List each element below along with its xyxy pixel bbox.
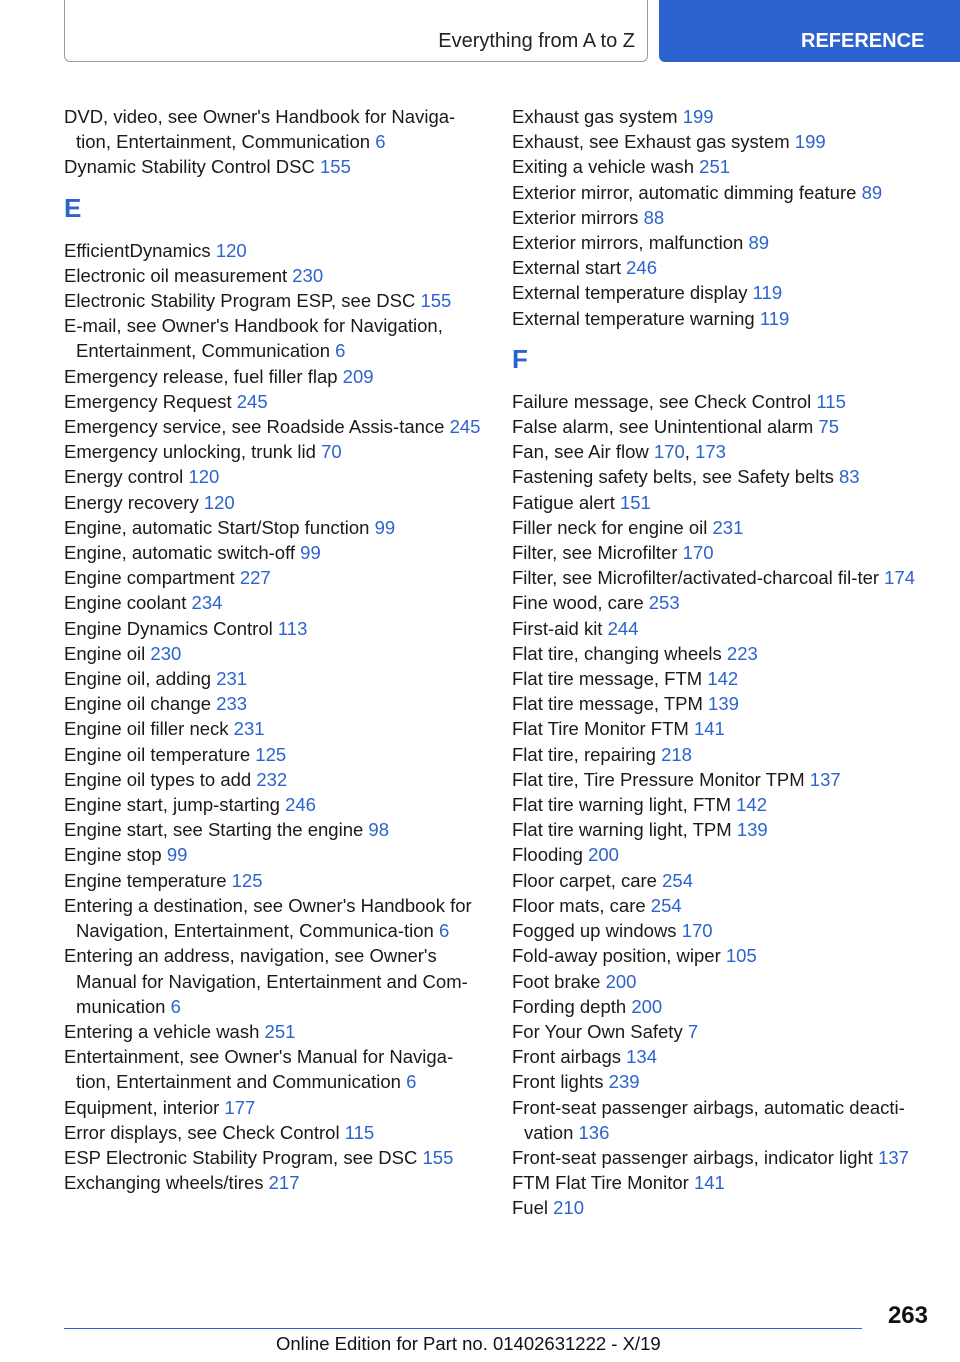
index-entry xyxy=(512,1145,932,1170)
index-entry xyxy=(64,716,484,741)
index-entry xyxy=(512,868,932,893)
page-reference-link[interactable]: 254 xyxy=(662,869,693,891)
page-reference-link[interactable]: 120 xyxy=(203,491,235,513)
index-entry-term: Filter, see Microfilter xyxy=(512,542,678,564)
page-reference-link[interactable]: 70 xyxy=(321,441,342,463)
index-column-right xyxy=(512,104,932,1221)
index-entry xyxy=(512,994,932,1019)
page-reference-link[interactable]: 232 xyxy=(256,768,288,790)
index-entry-term: Front airbags xyxy=(512,1046,621,1068)
index-entry-term: Electronic oil measurement xyxy=(64,264,288,286)
page-reference-link[interactable]: 170 xyxy=(653,441,685,463)
page-reference-link[interactable]: 170 xyxy=(682,542,714,564)
index-entry xyxy=(512,893,932,918)
page-reference-link[interactable]: 88 xyxy=(643,206,665,228)
index-entry xyxy=(64,893,484,943)
index-entry-term: Fastening safety belts, see Safety belts xyxy=(512,466,834,488)
page-reference-link[interactable]: 217 xyxy=(268,1172,300,1194)
index-entry-term: Fording depth xyxy=(512,995,627,1017)
index-entry-term: Engine oil temperature xyxy=(64,743,251,765)
index-entry-term: Exhaust gas system xyxy=(512,106,678,127)
index-entry xyxy=(512,842,932,867)
index-entry-term: Engine coolant xyxy=(64,592,187,614)
index-entry xyxy=(512,792,932,817)
index-entry xyxy=(64,439,484,464)
page-reference-link[interactable]: 200 xyxy=(631,995,663,1017)
page-reference-link[interactable]: 155 xyxy=(422,1146,454,1168)
index-entry-term: Filter, see Microfilter/activated-charcoal fil‐ter xyxy=(512,567,880,589)
index-entry xyxy=(64,817,484,842)
index-entry-term: Exiting a vehicle wash xyxy=(512,156,695,178)
index-entry xyxy=(512,306,932,331)
page-reference-link[interactable]: 6 xyxy=(438,920,450,942)
index-entry xyxy=(512,1069,932,1094)
page-reference-link[interactable]: 99 xyxy=(166,844,188,866)
index-entry xyxy=(512,565,932,590)
index-entry-term: Flat tire warning light, FTM xyxy=(512,794,731,816)
index-entry xyxy=(64,238,484,263)
page-reference-link[interactable]: 6 xyxy=(335,340,346,362)
index-entry-term: Filler neck for engine oil xyxy=(512,516,708,538)
index-entry xyxy=(512,490,932,515)
index-entry xyxy=(512,540,932,565)
index-entry-term: False alarm, see Unintentional alarm xyxy=(512,416,814,438)
page-reference-link[interactable]: 253 xyxy=(648,592,680,614)
page-reference-link[interactable]: 119 xyxy=(759,307,790,329)
index-section-letter: F xyxy=(512,343,528,374)
page-reference-link[interactable]: 139 xyxy=(736,819,768,841)
page-reference-link[interactable]: 227 xyxy=(239,567,271,589)
index-entry-term: Engine oil filler neck xyxy=(64,718,229,740)
page-reference-link[interactable]: 115 xyxy=(344,1121,375,1143)
page-reference-link[interactable]: 230 xyxy=(150,642,182,664)
index-entry xyxy=(64,691,484,716)
header-reference-tab: REFERENCE xyxy=(659,0,960,62)
page-reference-link[interactable]: 234 xyxy=(191,592,223,614)
page-reference-link[interactable]: 125 xyxy=(231,869,263,891)
index-entry-term: Entertainment, see Owner's Manual for Naviga‐tion, Entertainment and Communication xyxy=(64,1046,454,1093)
index-entry-term: Engine oil, adding xyxy=(64,668,212,690)
page-reference-link[interactable]: 141 xyxy=(693,1172,725,1194)
page-reference-link[interactable]: 89 xyxy=(861,181,883,203)
page-reference-link[interactable]: 251 xyxy=(264,1020,296,1042)
index-entry xyxy=(64,1044,484,1094)
index-entry-term: Engine stop xyxy=(64,844,162,866)
index-entry xyxy=(512,129,932,154)
index-entry-term: Engine oil change xyxy=(64,693,212,715)
index-entry xyxy=(512,666,932,691)
page-reference-link[interactable]: 245 xyxy=(449,416,481,438)
index-entry-term: External temperature display xyxy=(512,282,748,304)
index-entry-term: Fogged up windows xyxy=(512,920,677,942)
index-entry-term: Dynamic Stability Control DSC xyxy=(64,156,315,178)
page-reference-link[interactable]: 199 xyxy=(682,106,714,127)
index-entry xyxy=(512,1044,932,1069)
index-entry xyxy=(512,918,932,943)
header-section-box xyxy=(64,0,648,62)
index-entry-term: Exhaust, see Exhaust gas system xyxy=(512,131,790,153)
index-entry-term: Emergency unlocking, trunk lid xyxy=(64,441,316,463)
index-entry xyxy=(512,817,932,842)
index-entry xyxy=(64,1019,484,1044)
index-entry-term: Failure message, see Check Control xyxy=(512,390,812,412)
index-entry xyxy=(512,1195,932,1220)
index-entry xyxy=(512,716,932,741)
index-entry-term: Exchanging wheels/tires xyxy=(64,1172,264,1194)
page-reference-link[interactable]: 120 xyxy=(188,466,220,488)
index-entry xyxy=(64,792,484,817)
index-entry xyxy=(64,868,484,893)
index-entry xyxy=(64,842,484,867)
page-reference-link[interactable]: 151 xyxy=(619,491,651,513)
index-entry-term: Engine, automatic switch-off xyxy=(64,542,296,564)
index-entry-term: First-aid kit xyxy=(512,617,603,639)
page-reference-link[interactable]: 173 xyxy=(695,441,726,463)
index-entry-term: Engine, automatic Start/Stop function xyxy=(64,516,370,538)
index-entry-term: Exterior mirrors, malfunction xyxy=(512,232,744,254)
index-section-letter: E xyxy=(64,192,82,223)
index-entry xyxy=(512,389,932,414)
index-entry-term: Front lights xyxy=(512,1071,604,1093)
index-entry xyxy=(64,414,484,439)
index-entry-term: Foot brake xyxy=(512,970,601,992)
index-entry-term: External start xyxy=(512,257,621,279)
index-entry-term: Engine oil xyxy=(64,642,146,664)
index-entry-term: ESP Electronic Stability Program, see DSC xyxy=(64,1146,418,1168)
index-entry xyxy=(512,104,932,129)
page-number: 263 xyxy=(887,1302,928,1329)
page-reference-link[interactable]: 83 xyxy=(839,466,860,488)
page-reference-link[interactable]: 244 xyxy=(607,617,639,639)
index-entry-term: Flat tire warning light, TPM xyxy=(512,819,732,841)
page-reference-link[interactable]: 245 xyxy=(236,390,268,412)
index-entry xyxy=(64,641,484,666)
index-entry-term: External temperature warning xyxy=(512,307,755,329)
index-entry-term: Flat Tire Monitor FTM xyxy=(512,718,689,740)
index-entry-term: Exterior mirrors xyxy=(512,206,639,228)
index-entry xyxy=(64,565,484,590)
index-entry xyxy=(64,1095,484,1120)
page-reference-link[interactable]: 139 xyxy=(708,693,739,715)
page-reference-link[interactable]: 134 xyxy=(626,1046,658,1068)
footer-edition-text: Online Edition for Part no. 01402631222 - X/19 xyxy=(276,1333,661,1354)
page-reference-link[interactable]: 254 xyxy=(650,894,682,916)
page-reference-link[interactable]: 6 xyxy=(170,995,181,1017)
index-entry xyxy=(512,691,932,716)
header-section-title: Everything from A to Z xyxy=(438,30,635,52)
page-reference-link[interactable]: 177 xyxy=(224,1096,256,1118)
index-entry xyxy=(512,255,932,280)
index-entry xyxy=(64,943,484,1019)
page-reference-link[interactable]: 200 xyxy=(605,970,637,992)
index-entry xyxy=(512,742,932,767)
index-entry xyxy=(64,154,484,179)
index-entry-term: Fine wood, care xyxy=(512,592,644,614)
index-entry-term: Fatigue alert xyxy=(512,491,615,513)
index-entry xyxy=(64,389,484,414)
index-entry-term: Engine start, see Starting the engine xyxy=(64,819,364,841)
page-reference-link[interactable]: 75 xyxy=(818,416,839,438)
page-reference-link[interactable]: 218 xyxy=(661,743,692,765)
index-entry-term: EfficientDynamics xyxy=(64,239,211,261)
index-entry xyxy=(512,969,932,994)
index-entry xyxy=(512,280,932,305)
index-entry-term: Energy recovery xyxy=(64,491,199,513)
index-entry-term: Floor carpet, care xyxy=(512,869,657,891)
page-reference-link[interactable]: 246 xyxy=(285,794,316,816)
page-reference-link[interactable]: 246 xyxy=(626,257,658,279)
page-reference-link[interactable]: 137 xyxy=(878,1146,909,1168)
index-entry-term: DVD, video, see Owner's Handbook for Naviga‐tion, Entertainment, Communication xyxy=(64,106,456,153)
page-reference-link[interactable]: 6 xyxy=(375,131,386,153)
index-entry-term: Flat tire, Tire Pressure Monitor TPM xyxy=(512,768,805,790)
page-reference-link[interactable]: 170 xyxy=(681,920,713,942)
footer-divider xyxy=(64,1328,862,1329)
index-entry xyxy=(512,154,932,179)
index-entry xyxy=(64,742,484,767)
page-reference-link[interactable]: 141 xyxy=(693,718,725,740)
index-entry-term: Flooding xyxy=(512,844,583,866)
page-reference-link[interactable]: 115 xyxy=(816,390,846,412)
index-entry xyxy=(64,515,484,540)
index-entry-term: Equipment, interior xyxy=(64,1096,220,1118)
index-entry xyxy=(64,1170,484,1195)
index-entry-term: Fan, see Air flow xyxy=(512,441,649,463)
page-reference-link[interactable]: 210 xyxy=(553,1197,585,1219)
page-reference-link[interactable]: 137 xyxy=(809,768,841,790)
page-reference-link[interactable]: 223 xyxy=(726,642,758,664)
index-entry-term: Energy control xyxy=(64,466,184,488)
index-entry xyxy=(512,590,932,615)
index-entry-term: Engine start, jump-starting xyxy=(64,794,280,816)
page-reference-link[interactable]: 6 xyxy=(406,1071,417,1093)
index-entry-term: Error displays, see Check Control xyxy=(64,1121,340,1143)
page-reference-link[interactable]: 174 xyxy=(884,567,916,589)
index-entry xyxy=(512,641,932,666)
index-entry: Fan, see Air flow 170, 173 xyxy=(512,441,726,463)
index-entry xyxy=(512,230,932,255)
index-entry xyxy=(64,364,484,389)
index-entry-term: Entering a destination, see Owner's Handbook for Navigation, Entertainment, Communica‐tion xyxy=(64,894,472,942)
page-reference-link[interactable]: 155 xyxy=(320,156,351,178)
index-entry-term: Engine oil types to add xyxy=(64,768,252,790)
index-entry xyxy=(512,414,932,439)
page-reference-link[interactable]: 89 xyxy=(748,232,770,254)
index-entry xyxy=(512,205,932,230)
index-entry-term: Entering an address, navigation, see Owner's Manual for Navigation, Entertainment and Com‐munication xyxy=(64,945,468,1017)
index-entry-term: Front-seat passenger airbags, indicator light xyxy=(512,1146,873,1168)
page-reference-link[interactable]: 230 xyxy=(292,264,324,286)
index-entry-term: Front-seat passenger airbags, automatic deacti‐vation xyxy=(512,1096,905,1143)
index-entry-term: Floor mats, care xyxy=(512,894,646,916)
index-entry-term: FTM Flat Tire Monitor xyxy=(512,1172,689,1194)
page-reference-link[interactable]: 233 xyxy=(216,693,248,715)
index-entry xyxy=(64,666,484,691)
index-entry xyxy=(64,1145,484,1170)
index-column-left xyxy=(64,104,484,1195)
index-entry-term: Entering a vehicle wash xyxy=(64,1020,260,1042)
page-reference-link[interactable]: 7 xyxy=(687,1020,699,1042)
page-reference-link[interactable]: 251 xyxy=(699,156,731,178)
index-entry xyxy=(64,616,484,641)
index-entry-term: Flat tire message, TPM xyxy=(512,693,703,715)
page-reference-link[interactable]: 142 xyxy=(736,794,767,816)
page-reference-link[interactable]: 99 xyxy=(300,542,321,564)
index-entry-term: Fuel xyxy=(512,1197,548,1219)
index-entry-term: Engine compartment xyxy=(64,567,235,589)
page-reference-link[interactable]: 155 xyxy=(420,290,452,312)
page-reference-link[interactable]: 231 xyxy=(216,668,248,690)
index-entry xyxy=(64,313,484,363)
index-entry xyxy=(512,1095,932,1145)
page-reference-link[interactable]: 136 xyxy=(578,1121,610,1143)
index-entry xyxy=(64,590,484,615)
index-entry-term: Exterior mirror, automatic dimming feature xyxy=(512,181,857,203)
page-reference-link[interactable]: 200 xyxy=(588,844,619,866)
page-reference-link[interactable]: 119 xyxy=(752,282,783,304)
index-entry xyxy=(64,104,484,154)
page-reference-link[interactable]: 231 xyxy=(233,718,265,740)
page-reference-link[interactable]: 209 xyxy=(342,365,374,387)
index-entry xyxy=(64,288,484,313)
index-entry-term: Engine temperature xyxy=(64,869,227,891)
index-entry xyxy=(64,540,484,565)
index-entry-term: Emergency Request xyxy=(64,390,232,412)
index-entry xyxy=(512,180,932,205)
index-entry xyxy=(512,1170,932,1195)
index-entry-term: For Your Own Safety xyxy=(512,1020,683,1042)
index-entry-term: Emergency release, fuel filler flap xyxy=(64,365,338,387)
page-reference-link[interactable]: 142 xyxy=(707,668,739,690)
page-reference-link[interactable]: 105 xyxy=(725,945,757,967)
index-entry xyxy=(64,464,484,489)
page-reference-link[interactable]: 113 xyxy=(277,617,308,639)
page-reference-link[interactable]: 99 xyxy=(374,516,396,538)
index-entry-term: Emergency service, see Roadside Assis‐tance xyxy=(64,416,445,438)
index-entry-term: Flat tire message, FTM xyxy=(512,668,703,690)
index-entry-term: Electronic Stability Program ESP, see DSC xyxy=(64,290,416,312)
index-entry xyxy=(512,1019,932,1044)
index-entry xyxy=(512,515,932,540)
page-reference-link[interactable]: 125 xyxy=(255,743,287,765)
page-reference-link[interactable]: 199 xyxy=(794,131,826,153)
page-reference-link[interactable]: 120 xyxy=(215,239,247,261)
index-entry xyxy=(64,263,484,288)
index-entry xyxy=(64,1120,484,1145)
index-entry-term: Flat tire, repairing xyxy=(512,743,656,765)
page-reference-link[interactable]: 239 xyxy=(608,1071,640,1093)
index-entry-term: E-mail, see Owner's Handbook for Navigation, Entertainment, Communication xyxy=(64,315,443,362)
index-entry-term: Engine Dynamics Control xyxy=(64,617,273,639)
index-entry xyxy=(512,943,932,968)
index-entry xyxy=(512,616,932,641)
index-entry-term: Fold-away position, wiper xyxy=(512,945,721,967)
index-entry xyxy=(64,767,484,792)
index-entry xyxy=(512,464,932,489)
page-reference-link[interactable]: 231 xyxy=(712,516,744,538)
page-reference-link[interactable]: 98 xyxy=(368,819,389,841)
index-entry-term: Flat tire, changing wheels xyxy=(512,642,722,664)
index-entry xyxy=(512,767,932,792)
index-entry xyxy=(64,490,484,515)
